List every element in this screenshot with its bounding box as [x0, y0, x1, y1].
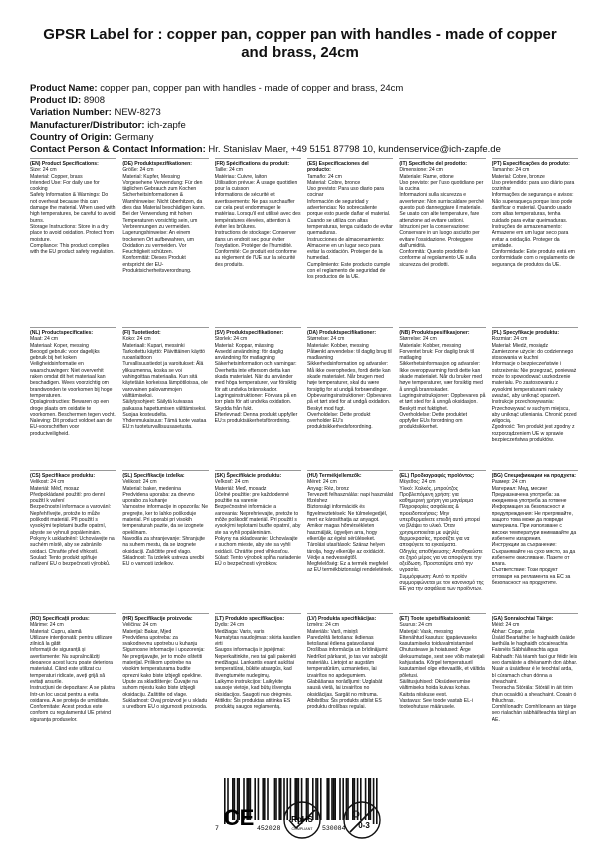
spec-section-heading: (DE) Produktspezifikationen:	[122, 161, 192, 167]
spec-section	[492, 470, 578, 613]
svg-text:0-3: 0-3	[358, 821, 370, 830]
spec-section-heading: (LT) Produkto specifikacijos:	[214, 616, 285, 622]
spec-section-heading: (NL) Productspecificaties:	[30, 330, 94, 336]
spec-section	[215, 327, 301, 470]
manufacturer-row: Manufacturer/Distributor: ich-zapfe	[30, 119, 186, 131]
svg-text:RoHS: RoHS	[291, 815, 313, 824]
spec-section-heading: (GA) Sonraíochtaí Táirge:	[491, 616, 554, 622]
spec-section	[122, 327, 208, 470]
spec-section-body: Velikost: 24 cm Materiál: Měď, mosaz Předpokládané použití: pro denní použití k vaření Bezpečnostní informace a varování: Nepřehřívejte, protože to může poškodit materiál. Při použití s vysokými teplotami buďte opatrní, abyste se vyhnuli popáleninám. Pokyny k uskladnění: Uchovávejte na suchém místě, aby se zabránilo oxidaci. Chraňte před vlhkostí. Soulad: Tento produkt splňuje nařízení EU o bezpečnosti výrobků.	[30, 479, 115, 568]
spec-section	[122, 470, 208, 613]
spec-section-body: Größe: 24 cm Material: Kupfer, Messing Vorgesehene Verwendung: Für den täglichen Gebrauch zum Kochen Sicherheitsinformationen & Warnhinweise: Nicht überhitzen, da dies das Material beschädigen kann. Bei der Verwendung mit hohen Temperaturen vorsichtig sein, um Verbrennungen zu vermeiden. Lagerungshinweise: An einem trockenen Ort aufbewahren, um Oxidation zu vermeiden. Vor Feuchtigkeit schützen. Konformität: Dieses Produkt entspricht der EU-Produktsicherheitsverordnung.	[122, 167, 206, 275]
spec-section	[399, 327, 485, 470]
barcode-lead-digit: 7	[215, 825, 219, 832]
spec-section	[30, 470, 116, 613]
spec-section-heading: (FI) Tuotetiedot:	[122, 330, 161, 336]
spec-section-body: Dydis: 24 cm Medžiaga: Varis, varis Numatytas naudojimas: skirta kasdien virti Saugos informacija ir įspėjimai: Neperkaitinkite, nes tai gali pakenkti medžiagai. Lankantis esant aukštai temperatūrai, būkite atsargūs, kad išvengtumėte nudegimų. Laikymo instrukcijos: Laikykite sausoje vietoje, kad būtų išvengta oksidacijos. Saugoti nuo drėgmės. Atitiktis: Šis produktas atitinka ES produktų saugos reglamentą.	[214, 622, 301, 711]
spec-section-heading: (ET) Toote spetsifikatsioonid:	[399, 616, 471, 622]
spec-section-body: Størrelse: 24 cm Materiale: Kobber, messing Forventet bruk: For daglig bruk til matlaging Sikkerhetsinformasjon og advarsler: Ikke overoppvarming fordi dette kan skade materialet. Når du bruker med høye temperaturer, vær forsiktig med å unngå brannskader. Lagringsinstruksjoner: Oppbevares på et tørt sted for å unngå oksidasjon. Beskytt mot fuktighet. Overholdelse: Dette produktet oppfyller EUs forordning om produktsikkerhet.	[399, 336, 486, 431]
spec-section	[215, 158, 301, 327]
contact-row: Contact Person & Contact Information: Hr. Stanislav Maer, +49 5151 87798 10, kundenservice@ich-zapfe.de	[30, 144, 501, 156]
compliance-marks	[220, 800, 385, 844]
spec-section-heading: (ES) Especificaciones del producto:	[307, 161, 369, 174]
spec-section-heading: (FR) Spécifications du produit:	[214, 161, 290, 167]
spec-section-heading: (PL) Specyfikacje produktu:	[491, 330, 560, 336]
product-info	[30, 83, 575, 156]
barcode-group-2: 530084	[322, 825, 346, 832]
spec-section-heading: (SK) Špecifikácie produktu:	[214, 473, 282, 479]
spec-section	[492, 613, 578, 773]
spec-section	[307, 158, 393, 327]
country-row: Country of Origin: Germany	[30, 131, 154, 143]
svg-text:COMPLIANT: COMPLIANT	[291, 827, 313, 831]
spec-section	[399, 470, 485, 613]
spec-section-heading: (EN) Product Specifications:	[30, 161, 99, 167]
spec-section-heading: (BG) Спецификации на продукта:	[491, 473, 576, 479]
language-sections	[30, 158, 578, 773]
spec-section	[307, 613, 393, 773]
barcode-group-1: 452028	[257, 825, 281, 832]
spec-section-body: Tamaño: 24 cm Material: Cobre, bronce Uso previsto: Para uso diario para cocinar Información de seguridad y advertencias: No sobrecaliente porque esto puede dañar el material. Cuando se utiliza con altas temperaturas, tenga cuidado de evitar quemaduras. Instrucciones de almacenamiento: Almacene en un lugar seco para evitar la oxidación. Proteger de la humedad. Cumplimiento: Este producto cumple con el reglamento de seguridad de los productos de la UE.	[307, 173, 393, 281]
spec-section-body: Méid: 24 cm Ábhar: Copar, prás Úsáid Beartaithe: le haghaidh úsáide laethúla le haghaidh cócaireachta Faisnéis Sábháilteachta agus Rabhadh: Ná téamh faoi gur féidir leis seo damáiste a dhéanamh don ábhar. Nuair a úsáidtear é le teochtaí arda, bí cúramach chun dónna a sheachaint. Treoracha Stórála: Stóráil in áit tirim chun ocsaídiú a sheachaint. Cosain ó fhliuchras. Comhlíonadh: Comhlíonann an táirge seo rialachán sábháilteachta táirgí an AE.	[491, 622, 578, 723]
spec-section-body: Rozmiar: 24 cm Materiał: Miedź, mosiądz Zamierzone użycie: do codziennego stosowania w kuchni Informacje o bezpieczeństwie i ostrzeżenia: Nie przegrzać, ponieważ może to spowodować uszkodzenie materiału. Po zastosowaniu z wysokimi temperaturami należy uważać, aby uniknąć oparzeń. Instrukcje przechowywania: Przechowywać w suchym miejscu, aby uniknąć utleniania. Chronić przed wilgocią. Zgodność: Ten produkt jest zgodny z rozporządzeniem UE w sprawie bezpieczeństwa produktów.	[491, 336, 577, 444]
variation-number-row: Variation Number: NEW-8273	[30, 107, 161, 119]
spec-section-body: Veličina: 24 cm Materijal: Bakar, Mjed Predviđena upotreba: za svakodnevnu upotrebu u kuhanju Sigurnosne informacije i upozorenja: Ne pregrijavajte, jer to može oštetiti materijal. Prilikom upotrebe na visokim temperaturama budite oprezni kako biste izbjegli opekline. Upute za skladištenje: Čuvajte na suhom mjestu kako biste izbjegli oksidaciju. Zaštitite od vlage. Sukladnost: Ovaj proizvod je u skladu s uredbom EU o sigurnosti proizvoda.	[122, 622, 208, 711]
spec-section-body: Suurus: 24 cm Materjal: Vask, messing Ettenähtud kasutus: igapäevaseks kasutamiseks toiduvalmistamisel Ohutusteave ja hoiatused: Ärge ülekuumutage, sest see võib materjali kahjustada. Kõrgel temperatuuril kasutamisel olge ettevaatlik, et vältida põletusi. Säilitusjuhised: Oksüdeerumise vältimiseks hoida kuivas kohas. Kaitsta niiskuse eest. Vastavus: See toode vastab EL-i tooteohutuse määrusele.	[399, 622, 485, 711]
spec-section	[399, 158, 485, 327]
rohs-mark-icon	[282, 800, 322, 840]
spec-section-body: Storlek: 24 cm Material: Koppar, mässing Avsedd användning: för daglig användning för matlagning Säkerhetsinformation och varningar: Överhetta inte eftersom detta kan skada materialet. När du använder med höga temperaturer, var försiktig för att undvika brännskador. Lagringsinstruktioner: Förvara på en torr plats för att undvika oxidation. Skydda från fukt. Efterlevnad: Denna produkt uppfyller EU:s produktsäkerhetsförordning.	[214, 336, 298, 425]
spec-section	[307, 327, 393, 470]
spec-section	[30, 327, 116, 470]
spec-section-heading: (HU) Termékjellemzők:	[307, 473, 362, 479]
spec-section-heading: (NB) Produktspesifikasjoner:	[399, 330, 470, 336]
spec-section-body: Tamanho: 24 cm Material: Cobre, bronze Uso pretendido: para uso diário para cozinhar Informações de segurança e avisos: Não superaqueça porque isso pode danificar o material. Quando usado com altas temperaturas, tenha cuidado para evitar queimaduras. Instruções de armazenamento: Armazene em um lugar seco para evitar a oxidação. Proteger da umidade. Conformidade: Este produto está em conformidade com o regulamento de segurança de produtos da UE.	[491, 167, 575, 268]
product-name-row: Product Name: copper pan, copper pan with handles - made of copper and brass, 24cm	[30, 83, 404, 94]
spec-section-heading: (SL) Specifikacije izdelka:	[122, 473, 185, 479]
spec-section-heading: (PT) Especificações do produto:	[491, 161, 570, 167]
spec-section-body: Dimensione: 24 cm Materiale: Rame, ottone Uso previsto: per l'uso quotidiano per la cucina Informazioni sulla sicurezza e avvertenze: Non surriscaldare perché questo può danneggiare il materiale. Se usato con alte temperature, fare attenzione ad evitare ustioni. Istruzioni per la conservazione: Conservare in un luogo asciutto per evitare l'ossidazione. Proteggere dall'umidità. Conformità: Questo prodotto è conforme al regolamento UE sulla sicurezza dei prodotti.	[399, 167, 484, 268]
spec-section-body: Izmērs: 24 cm Materiāls: Varš, misiņš Paredzētā lietošana: ikdienas lietošanai ēdiena gatavošanai Drošības informācija un brīdinājumi: Nedrīkst pārkarst, jo tas var sabojāt materiālu. Lietojot ar augstām temperatūrām, uzmanieties, lai izvairītos no apdegumiem. Glabāšanas norādījumi: Uzglabāt sausā vietā, lai izvairītos no oksidācijas. Sargāt no mitruma. Atbilstība: Šis produkts atbilst ES produktu drošības regulai.	[307, 622, 389, 711]
spec-section	[307, 470, 393, 613]
spec-section-body: Mărime: 24 cm Material: Cupru, alamă Utilizare intenționată: pentru utilizare zilnică la gătit Informații de siguranță și avertismente: Nu supraîncălziți deoarece acest lucru poate deteriora materialul. Când este utilizat cu temperaturi ridicate, aveți grijă să evitați arsurile. Instrucțiuni de depozitare: A se păstra într-un loc uscat pentru a evita oxidarea. A se proteja de umiditate. Conformitate: Acest produs este conform cu regulamentul UE privind siguranța produselor.	[30, 622, 115, 723]
spec-section-body: Koko: 24 cm Materiaali: Kupari, messinki Tarkoitettu käyttö: Päivittäinen käyttö ruoanlaittoon Turvallisuustiedot ja varoitukset: Älä ylikuumenna, koska se voi vahingoittaa materiaalia. Kun sitä käytetään korkeissa lämpötiloissa, ole varovainen palovammojen välttämiseksi. Säilytysohjeet: Säilytä kuivassa paikassa hapettumisen välttämiseksi. Suojaa kosteudelta. Yhdenmukaisuus: Tämä tuote vastaa EU:n tuoteturvallisuusasetusta.	[122, 336, 208, 431]
ce-mark-icon	[222, 800, 256, 834]
age-warning-icon	[342, 800, 382, 840]
page-title: GPSR Label for : copper pan, copper pan with handles - made of copper and brass, 24cm	[43, 26, 557, 61]
spec-section	[30, 613, 116, 773]
spec-section	[399, 613, 485, 773]
spec-section-heading: (DA) Produktspecifikationer:	[307, 330, 377, 336]
spec-section-heading: (EL) Προδιαγραφές προϊόντος:	[399, 473, 475, 479]
spec-section	[122, 613, 208, 773]
svg-text:CE: CE	[223, 805, 255, 830]
spec-section-heading: (SV) Produktspecifikationer:	[214, 330, 284, 336]
spec-section-body: Μέγεθος: 24 cm Υλικό: Χαλκός, μπρούτζος Προβλεπόμενη χρήση: για καθημερινή χρήση για μαγείρεμα Πληροφορίες ασφάλειας & προειδοποιήσεις: Μην υπερθερμαίνετε επειδή αυτό μπορεί να βλάψει το υλικό. Όταν χρησιμοποιείται με υψηλές θερμοκρασίες, προσέξτε για να αποφύγετε τα εγκαύματα. Οδηγίες αποθήκευσης: Αποθηκεύστε σε ξηρό μέρος για να αποφύγετε την οξείδωση. Προστατέψτε από την υγρασία. Συμμόρφωση: Αυτό το προϊόν συμμορφώνεται με τον κανονισμό της ΕΕ για την ασφάλεια των προϊόντων.	[399, 479, 484, 593]
spec-section-heading: (RO) Specificații produs:	[30, 616, 90, 622]
spec-section-heading: (CS) Specifikace produktu:	[30, 473, 96, 479]
spec-section	[122, 158, 208, 327]
spec-section-heading: (IT) Specifiche del prodotto:	[399, 161, 467, 167]
spec-section-body: Veľkosť: 24 cm Materiál: Meď, mosadz Účelné použitie: pre každodenné použitie na varenie Bezpečnostné informácie a varovania: Neprehrievajte, pretože to môže poškodiť materiál. Pri použití s vysokými teplotami buďte opatrní, aby ste sa vyhli popáleninám. Pokyny na skladovanie: Uchovávajte v suchom mieste, aby ste sa vyhli oxidácii. Chráňte pred vlhkosťou. Súlad: Tento výrobok spĺňa nariadenie EÚ o bezpečnosti výrobkov.	[214, 479, 301, 568]
spec-section	[215, 470, 301, 613]
product-id-row: Product ID: 8908	[30, 95, 105, 107]
spec-section	[492, 158, 578, 327]
spec-section-body: Taille: 24 cm Matériau: Cuivre, laiton Utilisation prévue: À usage quotidien pour la cuisson Informations de sécurité et avertissements: Ne pas surchauffer car cela peut endommager le matériau. Lorsqu'il est utilisé avec des températures élevées, attention à éviter les brûlures. Instructions de stockage: Conserver dans un endroit sec pour éviter l'oxydation. Protéger de l'humidité. Conformité: Ce produit est conforme au règlement de l'UE sur la sécurité des produits.	[214, 167, 301, 268]
spec-section	[492, 327, 578, 470]
spec-section-heading: (LV) Produkta specifikācijas:	[307, 616, 377, 622]
spec-section	[215, 613, 301, 773]
spec-section-body: Размер: 24 cm Материал: Мед, месинг Предназначена употреба: за ежедневна употреба за готвене Информация за безопасност и предупреждения: Не прегрявайте, защото това може да повреди материала. При използване с високи температури внимавайте да избегнете изгаряния. Инструкции за съхранение: Съхранявайте на сухо място, за да избегнете окисляване. Пазете от влага. Съответствие: Този продукт отговаря на регламента на ЕС за безопасност на продуктите.	[491, 479, 577, 587]
spec-section-body: Størrelse: 24 cm Materiale: Kobber, messing Påtænkt anvendelse: til daglig brug til madlavning Sikkerhedsinformation og advarsler: Må ikke overophedes, fordi dette kan skade materialet. Når brugen med høje temperaturer, skal du være forsigtig for at undgå forbrændinger. Opbevaringsinstruktioner: Opbevares på et tørt sted for at undgå oxidation. Beskyt mod fugt. Overholdelse: Dette produkt overholder EU's produktsikkerhedsforordning.	[307, 336, 392, 431]
spec-section-body: Size: 24 cm Material: Copper, brass Intended Use: For daily use for cooking Safety Information & Warnings: Do not overheat because this can damage the material. When used with high temperatures, be careful to avoid burns. Storage Instructions: Store in a dry place to avoid oxidation. Protect from moisture. Compliance: This product complies with the EU product safety regulation.	[30, 167, 116, 256]
spec-section-body: Velikost: 24 cm Material: baker, medenina Predvidena uporaba: za dnevno uporabo za kuhanje Varnostne informacije in opozorila: Ne pregrejte, ker to lahko poškoduje material. Pri uporabi pri visokih temperaturah pazite, da se izognete opeklinam. Navodila za shranjevanje: Shranjujte na suhem mestu, da se izognete oksidaciji. Zaščitite pred vlago. Skladnost: Ta izdelek ustreza uredbi EU o varnosti izdelkov.	[122, 479, 209, 568]
spec-section-body: Méret: 24 cm Anyag: Réz, bronz Tervezett felhasználás: napi használat főzéshez Biztonsági információk és figyelmeztetések: Ne túlmelegedjél, mert ez károsíthatja az anyagot. Amikor magas hőmérsékleten használják, ügyeljen arra, hogy elkerülje az égési sérüléseket. Tárolási utasítások: Száraz helyen tárolja, hogy elkerülje az oxidációt. Védje a nedvességtől. Megfelelőség: Ez a termék megfelel az EU termékbiztonsági rendeletének.	[307, 479, 394, 574]
spec-section-body: Maat: 24 cm Materiaal: Koper, messing Beoogd gebruik: voor dagelijks gebruik bij het koken Veiligheidsinformatie en waarschuwingen: Niet oververhit raken omdat dit het materiaal kan beschadigen. Wees voorzichtig om brandwonden te voorkomen bij hoge temperaturen. Opslaginstructies: Bewaren op een droge plaats om oxidatie te voorkomen. Beschermen tegen vocht. Naleving: Dit product voldoet aan de EU-voorschriften voor productveiligheid.	[30, 336, 116, 437]
spec-section-heading: (HR) Specifikacije proizvoda:	[122, 616, 193, 622]
spec-section	[30, 158, 116, 327]
